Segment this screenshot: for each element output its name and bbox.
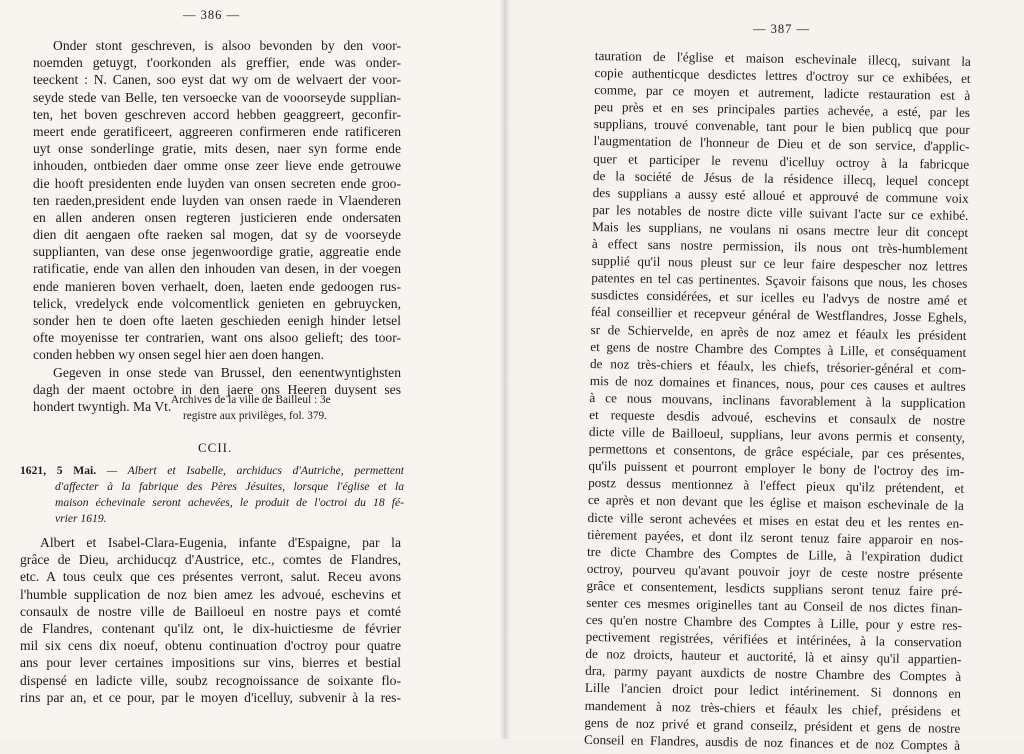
text-line: des supplians a aussy esté alloué et approuvé de commune voix [592,184,969,206]
text-line: ces qu'en nostre Chambre des Comptes à Lille, pour y estre res- [585,612,963,633]
text-line: à effect sans nostre permission, ils nous ont très-humblement [591,236,968,257]
text-line: Conseil en Flandres, ausdis de noz finances et de noz Comptes à [584,731,961,753]
text-line: de noz droicts, hauteur et auctorité, là et ainsy qu'il appartien- [585,646,962,668]
text-line: postz dessus mentionnez à l'effect pieux qu'ilz prétendent, et [588,475,965,497]
text-line: tièrement payées, et dont ilz seront tenuz faire apparoir en nos- [587,526,964,548]
text-line: supplié qu'il nous pleust sur ce leur faire despescher noz lettres [591,253,968,275]
text-line: etc. A tous ceulx que ces présentes verront, salut. Receu avons [20,569,401,585]
text-line: ofte moyenisse ter contrarien, want ons alsoo gelieft; des toor- [33,330,401,346]
book-gutter [499,0,511,739]
text-line: hondert twyntigh. Ma Vt. [33,398,172,414]
text-line: dispensé en ladicte ville, soubz recognoissance de soixante flo- [20,672,401,688]
text-line: grâce de Dieu, archiducqz d'Austrice, etc., comtes de Flandres, [20,552,401,568]
text-line: ende manieren boven verhaelt, doen, laeten ende gedoogen rus- [33,278,401,294]
text-line: inhouden, ontbieden daer omme onse zeer lieve ende getrouwe [33,158,401,174]
text-line: patentes en tel cas pertinentes. Sçavoir faisons que nous, les choses [591,270,968,292]
text-line: dagh der maent octobre in den jaere ons Heeren duysent ses [33,381,401,397]
text-line: die hooft presidenten ende luyden van onsen secreten ende groo- [33,175,401,191]
text-line: consaulx de nostre ville de Bailloeul en nostre pays et comté [20,603,401,619]
text-line: ten, het boven geschreven accord hebben geaggreert, geconfir- [33,106,401,122]
archive-reference [171,392,371,424]
text-line: conden hebben wy onsen segel hier aen doen hangen. [33,347,325,363]
right-page-text [584,47,971,754]
archive-line: Archives de la ville de Bailleul : 3e [171,394,331,406]
text-line: ce après et non devant que les église et maison eschevinale de la [587,492,964,514]
right-page-number: — 387 — [753,22,810,36]
text-line: peu près et en ses principales parties achevée, a esté, par les [593,99,971,121]
text-line: mis de noz domaines et finances, nous, pour ces causes et aultres [589,372,966,394]
text-line: dien dit aengaen ofte raeken sal mogen, dat sy de voorseyde [33,227,401,243]
text-line: et gens de nostre Chambre des Comptes à Lille, et conséquament [590,338,967,360]
text-line: telick, vredelyck ende volcomentlick genieten en gebruycken, [33,295,401,311]
summary-date: 1621, 5 Mai. [20,464,97,477]
archive-line: registre aux privilèges, fol. 379. [183,410,327,422]
text-line: octroy, pourveu qu'avant pouvoir joyr de ceste nostre présente [586,560,963,582]
text-line: qu'ils puissent et pourront employer le bony de l'octroy des im- [588,458,965,480]
text-line: supplians, trouvé convenable, tant pour le bien publicq que pour [593,116,970,138]
text-line: par les notables de nostre dicte ville suivant l'acte sur ce exhibé. [592,201,969,223]
text-line: dicte ville de Bailloeul, supplians, leur avons permis et consenty, [588,424,966,445]
text-line: l'augmentation de l'honneur de Dieu et de son service, d'applic- [593,133,970,155]
text-line: uyt onse sonderlinge gratie, mits desen, naer syn forme ende [33,141,401,157]
text-line: mandement à noz très-chiers et féaulx les chief, présidens et [584,697,961,719]
text-line: Mais les supplians, ne voulans ni osans mectre leur dit concept [592,218,969,240]
document-summary [20,463,404,527]
text-line: Lille l'ancien droict pour ledict intérinement. Si donnons en [584,680,962,702]
text-line: dicte ville seront achevées et mises en estat deu et les rentes en- [587,509,964,531]
text-line: ratificatie, ende van allen den inhouden van desen, in der voegen [33,261,401,277]
summary-line: vrier 1619. [55,512,107,525]
text-line: supplianten, van dese onse jegenwoordige gratie, aggreatie ende [33,244,401,260]
text-line: seyde stede van Belle, ten versoecke van de vooorseyde supplian- [33,89,401,105]
text-line: permettons et consentons, de grâce espéciale, par ces présentes, [588,441,965,463]
text-line: et requeste desdis advoué, eschevins et consaulx de nostre [589,406,966,428]
text-line: ten raeden,president ende luyden van onsen raede in Vlaenderen [33,192,401,208]
text-line: tre dicte Chambre des Comptes de Lille, à l'expiration dudict [586,543,964,565]
left-paragraph-3 [20,534,401,706]
text-line: sr de Schiervelde, en après de noz amez et féaulx les président [590,321,967,343]
text-line: Gegeven in onse stede van Brussel, den eenentwyntighsten [53,364,401,380]
text-line: mil six cens dix noeuf, obtenu continuation d'octroy pour quatre [20,638,401,654]
text-line: tauration de l'église et maison eschevinale illecq, suivant la [594,47,971,69]
text-line: en allen anderen onsen regteren justicieren ende ondersaten [33,209,401,225]
left-paragraph-1 [33,37,401,415]
text-line: de Flandres, contenant qu'ilz ont, le dix-huictiesme de février [20,620,401,636]
text-line: de la société de Jésus de la résidence illecq, lequel concept [592,167,970,189]
text-line: féal conseillier et recepveur général de Westflandres, Josse Eghels, [590,304,967,326]
text-line: comme, par ce moyen et autrement, ladicte restauration est à [594,82,971,104]
summary-line: — Albert et Isabelle, archiducs d'Autriche, permettent [96,464,404,477]
text-line: dra, parmy payant auxdicts de nostre Chambre des Comptes à [585,663,962,685]
text-line: senter ces mesmes originelles tant au Conseil de nos dictes finan- [586,594,963,616]
text-line: copie authenticque desdictes lettres d'octroy sur ce exhibées, et [594,65,971,86]
text-line: ans pour lever certaines impositions sur vins, bierres et bestial [20,655,401,671]
text-line: de noz très-chiers et féaulx, les chiefs, trésorier-général et com- [589,355,967,377]
text-line: meert ende geratificeert, aggreeren confirmeren ende ratificeren [33,123,401,139]
summary-line: maison échevinale seront achevées, le produit de l'octroi du 18 fé- [55,496,404,509]
text-line: sonder hen te doen ofte laeten geschieden eenigh hinder letsel [33,313,401,328]
text-line: Albert et Isabel-Clara-Eugenia, infante d'Espaigne, par la [40,535,401,550]
right-page [505,0,1024,753]
text-line: noemden getuygt, t'oorkonden als greffier, ende was onder- [33,55,401,71]
text-line: pectivement registrées, vérifiées et intérinées, à la conservation [585,629,962,651]
text-line: l'humble supplication de noz bien amez les advoué, eschevins et [20,586,401,602]
text-line: grâce et consentement, lesdicts supplians seront tenuz faire pré- [586,577,963,599]
left-page [0,0,505,739]
text-line: susdictes considérées, et sur icelles eu l'advys de nostre amé et [590,287,968,309]
text-line: quer et participer le revenu d'icelluy octroy à la fabricque [593,150,970,172]
text-line: Onder stont geschreven, is alsoo bevonden by den voor- [53,38,401,53]
text-line: gens de noz privé et grand conseilz, président et gens de nostre [584,714,961,736]
document-number: CCII. [198,440,233,455]
text-line: rins par an, et ce pour, par le moyen d'icelluy, subvenir à la res- [20,689,401,705]
text-line: teeckent : N. Canen, soo eyst dat wy om de welvaert der voor- [33,72,401,88]
left-page-number: — 386 — [183,8,240,22]
summary-line: d'affecter à la fabrique des Pères Jésuites, lorsque l'église et la [55,480,404,493]
text-line: à ce nous mouvans, inclinans favorablement à la supplication [589,389,966,411]
